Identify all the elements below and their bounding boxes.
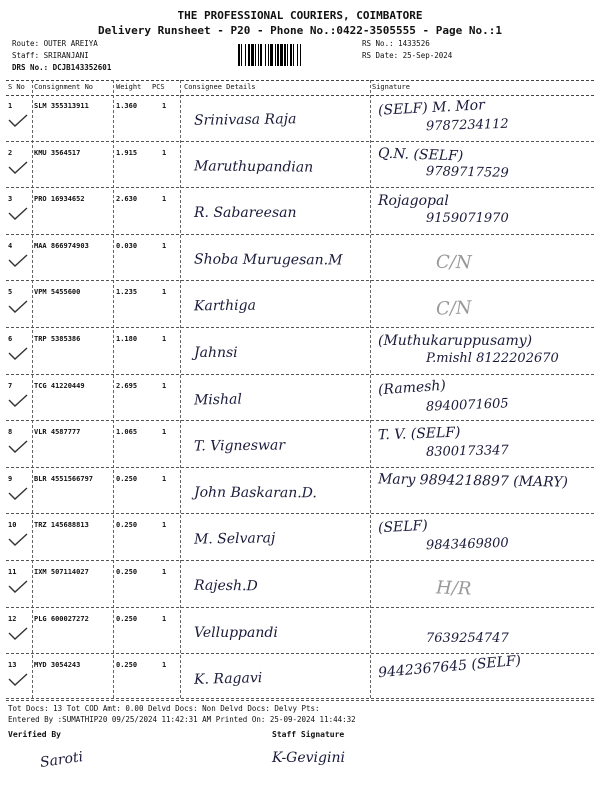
checkmark-icon [8,580,28,594]
pieces-count: 1 [162,195,167,204]
pieces-count: 1 [162,521,167,530]
consignment-number: MAA 866974903 [34,241,89,250]
consignee-name: Mishal [193,391,243,409]
serial-number: 10 [8,521,17,530]
pieces-count: 1 [162,428,167,437]
recipient-signature: (SELF) M. Mor [377,97,486,119]
pieces-count: 1 [162,614,167,623]
recipient-phone: 8940071605 [425,395,509,415]
consignment-number: TRZ 145688813 [34,521,89,530]
consignment-number: VLR 4587777 [34,428,81,437]
recipient-phone: 9843469800 [425,536,509,554]
footer [8,703,356,725]
consignee-name: R. Sabareesan [194,205,297,222]
staff-signature-label: Staff Signature [272,730,345,739]
consignment-number: TCG 41220449 [34,381,85,390]
table-row [6,280,594,328]
table-row [6,141,594,189]
weight-value: 1.915 [116,148,138,157]
recipient-signature: 9442367645 (SELF) [377,652,522,682]
recipient-signature: T. V. (SELF) [377,424,461,444]
consignment-number: IXM 507114027 [34,568,89,576]
consignment-number: BLR 4551566797 [34,474,94,483]
pieces-count: 1 [162,381,167,390]
checkmark-icon [8,440,28,454]
serial-number: 9 [8,474,13,483]
table-row [6,607,594,655]
consignee-name: John Baskaran.D. [193,484,317,502]
verified-signature: Saroti [39,749,85,771]
staff-signature: K-Gevigini [272,750,345,766]
consignee-name: Rajesh.D [193,577,258,595]
serial-number: 13 [8,661,17,670]
divider [6,698,594,699]
table-row [6,327,594,375]
pieces-count: 1 [162,241,167,250]
recipient-signature: Q.N. (SELF) [377,145,464,165]
checkmark-icon [8,161,28,175]
checkmark-icon [8,254,28,268]
recipient-phone: 9159071970 [426,211,509,227]
serial-number: 6 [8,335,13,343]
drs-number: DRS No.: DCJB143352601 [12,63,112,72]
weight-value: 1.065 [116,428,138,437]
consignment-number: PRO 16934652 [34,195,85,204]
recipient-signature: C/N [435,297,472,321]
recipient-signature: C/N [435,251,472,274]
runsheet-subtitle: Delivery Runsheet - P20 - Phone No.:0422-3505555 - Page No.:1 [98,24,502,37]
serial-number: 1 [8,102,13,110]
recipient-signature: Rojagopal [378,193,449,210]
consignment-number: VPM 5455600 [34,288,81,297]
table-row [6,187,594,235]
col-pcs: PCS [152,83,165,91]
consignee-name: Maruthupandian [193,157,314,176]
recipient-phone: P.mishl 8122202670 [426,351,559,366]
barcode [238,44,350,66]
pieces-count: 1 [162,102,167,110]
consignee-name: M. Selvaraj [193,530,276,549]
consignee-name: Karthiga [193,298,257,315]
pieces-count: 1 [162,474,167,483]
pieces-count: 1 [162,661,167,670]
recipient-phone: 8300173347 [425,443,509,461]
weight-value: 0.250 [116,614,138,623]
checkmark-icon [8,114,28,128]
consignment-number: PLG 600027272 [34,614,89,623]
table-row [6,653,594,701]
checkmark-icon [8,627,28,641]
checkmark-icon [8,207,28,221]
weight-value: 0.030 [116,241,138,250]
table-row [6,420,594,468]
table-row [6,467,594,515]
table-row [6,234,594,282]
col-signature: Signature [372,83,410,91]
pieces-count: 1 [162,288,167,297]
table-row [6,374,594,422]
consignment-number: KMU 3564517 [34,148,81,157]
pieces-count: 1 [162,335,167,343]
consignment-number: TRP 5385386 [34,335,81,343]
rs-date: RS Date: 25-Sep-2024 [362,51,453,60]
serial-number: 11 [8,568,17,576]
serial-number: 3 [8,195,13,204]
consignee-name: K. Ragavi [193,670,263,689]
checkmark-icon [8,673,28,687]
consignee-name: Shoba Murugesan.M [193,251,343,269]
col-consignment: Consignment No [34,83,94,91]
recipient-phone: 9787234112 [425,116,509,135]
staff-label: Staff: SRIRANJANI [12,51,89,60]
weight-value: 0.250 [116,521,138,530]
checkmark-icon [8,487,28,501]
pieces-count: 1 [162,568,167,576]
col-consignee: Consignee Details [184,83,256,91]
rs-number: RS No.: 1433526 [362,39,430,48]
weight-value: 0.250 [116,474,138,483]
serial-number: 5 [8,288,13,297]
consignment-number: SLM 355313911 [34,102,89,110]
recipient-phone: 9789717529 [425,163,509,181]
totals-line: Tot Docs: 13 Tot COD Amt: 0.00 Delvd Docs: Non Delvd Docs: Delvy Pts: [8,704,320,713]
checkmark-icon [8,300,28,314]
weight-value: 1.180 [116,335,138,343]
weight-value: 1.235 [116,288,138,297]
weight-value: 0.250 [116,661,138,670]
serial-number: 12 [8,614,17,623]
recipient-signature: (Muthukaruppusamy) [378,333,533,349]
col-sno: S No [8,83,25,91]
weight-value: 2.630 [116,195,138,204]
entered-line: Entered By :SUMATHIP20 09/25/2024 11:42:31 AM Printed On: 25-09-2024 11:44:32 [8,715,356,724]
serial-number: 4 [8,241,13,250]
recipient-signature: (SELF) [377,518,429,537]
checkmark-icon [8,533,28,547]
route-label: Route: OUTER AREIYA [12,39,98,48]
pieces-count: 1 [162,148,167,157]
checkmark-icon [8,347,28,361]
table-row [6,94,594,142]
weight-value: 1.360 [116,102,138,110]
serial-number: 7 [8,381,13,390]
barcode-bar [301,44,303,66]
serial-number: 8 [8,428,13,437]
consignee-name: Srinivasa Raja [193,111,297,129]
recipient-signature: Mary 9894218897 (MARY) [377,471,569,491]
table-row [6,560,594,608]
recipient-phone: 7639254747 [426,630,509,646]
consignee-name: T. Vigneswar [193,437,286,455]
verified-by-label: Verified By [8,730,61,739]
weight-value: 2.695 [116,381,138,390]
consignment-number: MYD 3054243 [34,661,81,670]
checkmark-icon [8,394,28,408]
serial-number: 2 [8,148,13,157]
col-weight: Weight [116,83,142,91]
recipient-signature: (Ramesh) [377,377,447,398]
consignee-name: Jahnsi [194,345,238,361]
table-row [6,513,594,561]
weight-value: 0.250 [116,568,138,576]
runsheet-title: THE PROFESSIONAL COURIERS, COIMBATORE [177,9,423,22]
consignee-name: Velluppandi [194,624,278,641]
recipient-signature: H/R [435,577,472,600]
